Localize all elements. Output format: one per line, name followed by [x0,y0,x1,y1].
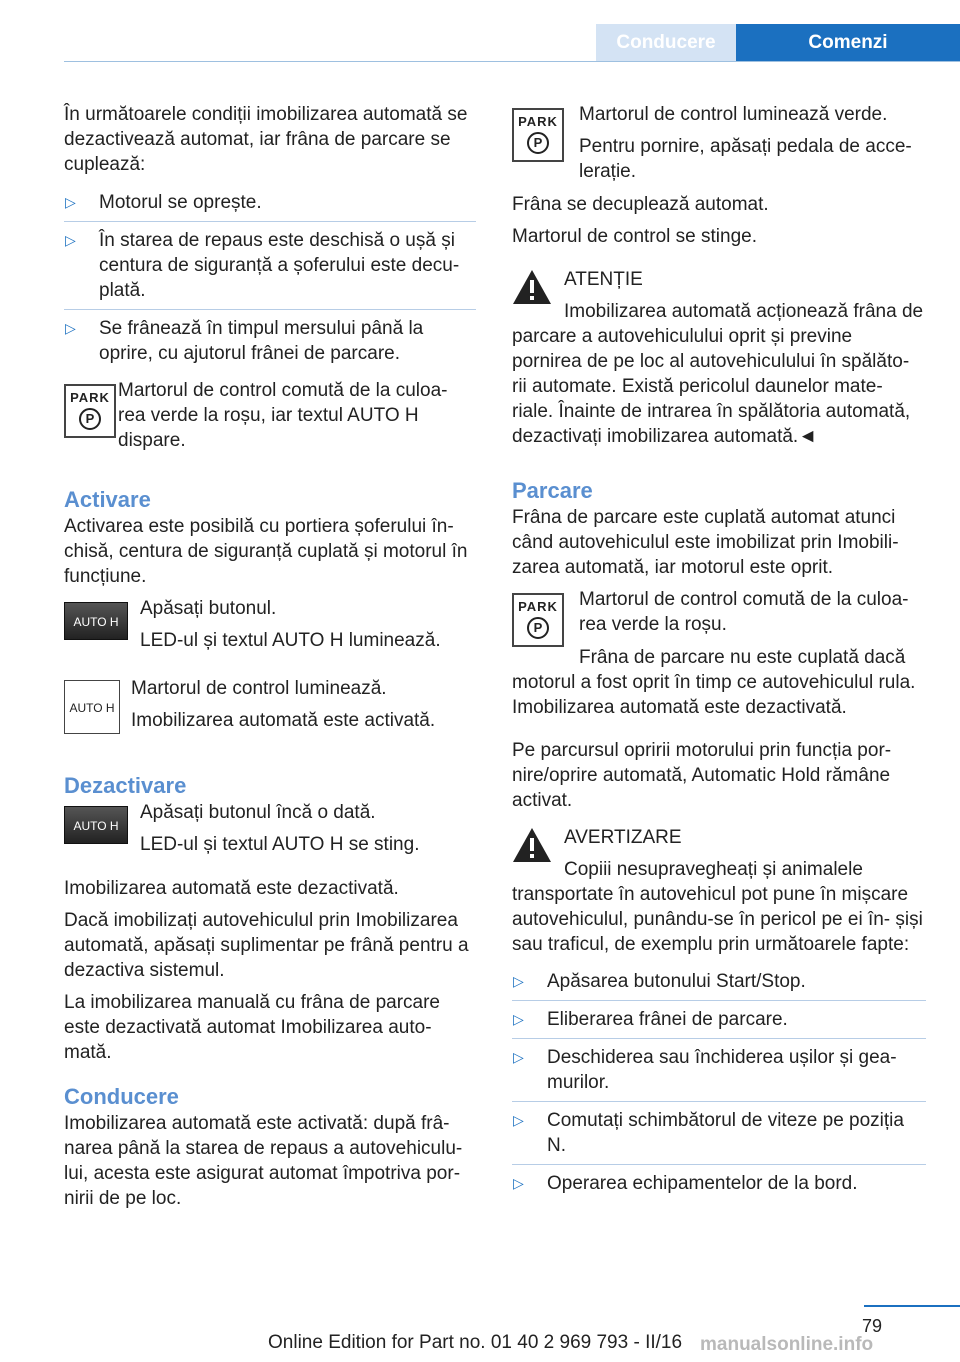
deactivation-conditions-list [64,184,476,372]
section-title-parcare: Parcare [512,478,593,503]
park-note-row [64,378,476,462]
lamp-on-text: Martorul de control luminează. [131,678,387,699]
led-on-text: LED-ul și textul AUTO H luminează. [140,630,441,651]
park-green-text: Martorul de control luminează verde. [579,104,888,125]
parcare-text: Frâna de parcare este cuplată automat atunci când autovehiculul este imobilizat prin Imobili‐ zarea automată, iar motorul este oprit. [512,507,899,578]
park-indicator-icon: PARK P [512,593,564,647]
header-tab-comenzi[interactable]: Comenzi [736,24,960,62]
edition-text: Online Edition for Part no. 01 40 2 969 793 - II/16 [268,1332,683,1353]
attention-title: ATENȚIE [564,269,643,290]
brake-note: Dacă imobilizați autovehiculul prin Imobilizarea automată, apăsați suplimentar pe frână pentru a dezactiva sistemul. [64,910,469,981]
triangle-bullet-icon: ▷ [513,973,524,989]
triangle-bullet-icon: ▷ [513,1175,524,1191]
list-item: ▷ Apăsarea butonului Start/Stop. [513,971,806,992]
park-green-row [512,102,926,184]
park-note: Martorul de control comută de la culoa‐ rea verde la roșu, iar textul AUTO H dispare. [118,380,448,451]
section-title-dezactivare: Dezactivare [64,773,187,798]
footer-divider [864,1305,960,1307]
park-red-text: Martorul de control comută de la culoa‐ rea verde la roșu. [579,589,909,635]
led-off-text: LED-ul și textul AUTO H se sting. [140,834,420,855]
auto-h-indicator-icon: AUTO H [64,680,120,734]
warning-triangle-icon [512,827,552,863]
list-item: ▷ În starea de repaus este deschisă o ușă și centura de siguranță a șoferului este decu‐ plată. [64,221,476,309]
triangle-bullet-icon: ▷ [65,232,76,248]
list-item: ▷ Comutați schimbătorul de viteze pe poziția N. [512,1101,926,1164]
park-indicator-icon: PARK P [64,384,116,438]
list-item: ▷ Motorul se oprește. [65,192,262,213]
park-red-row [512,587,926,645]
press-button-text: Apăsați butonul. [140,598,277,619]
warning-text: Copiii nesupravegheați și animalele transportate în autovehicul pot pune în mișcare autovehiculul, punându-se în pericol pe ei în‐ șiși sau traficul, de exemplu prin următoarele fapte: [512,859,923,955]
intro-paragraph: În următoarele condiții imobilizarea automată se dezactivează automat, iar frâna de parcare se cuplează: [64,104,468,175]
auto-h-button-icon: AUTO H [64,806,128,844]
activated-text: Imobilizarea automată este activată. [131,710,436,731]
press-again-row [64,800,476,870]
autohold-note: Pe parcursul opririi motorului prin funcția por‐ nire/oprire automată, Automatic Hold rămâne activat. [512,740,892,811]
park-indicator-icon: PARK P [512,108,564,162]
header-tab-conducere[interactable]: Conducere [596,24,736,62]
list-item: ▷ Se frânează în timpul mersului până la oprire, cu ajutorul frânei de parcare. [64,309,476,372]
triangle-bullet-icon: ▷ [513,1011,524,1027]
list-item: ▷ Deschiderea sau închiderea ușilor și gea‐ murilor. [512,1038,926,1101]
section-title-activare: Activare [64,487,151,512]
list-item: ▷ Operarea echipamentelor de la bord. [512,1164,926,1202]
triangle-bullet-icon: ▷ [65,320,76,336]
watermark: manualsonline.info [700,1334,874,1355]
warning-examples-list [512,963,926,1202]
page-number: 79 [862,1316,883,1336]
not-applied-text: Frâna de parcare nu este cuplată dacă motorul a fost oprit în timp ce autovehiculul rula. Imobilizarea automată este dezactivată. [512,647,916,718]
lamp-off-text: Martorul de control se stinge. [512,226,758,247]
press-button-row [64,596,476,668]
attention-block [512,267,926,449]
press-again-text: Apăsați butonul încă o dată. [140,802,376,823]
right-column [512,102,926,1202]
conducere-text: Imobilizarea automată este activată: după frâ‐ narea până la starea de repaus a autovehiculu‐ lui, acesta este asigurat automat împotriva por‐ nirii de pe loc. [64,1113,463,1209]
manual-note: La imobilizarea manuală cu frâna de parcare este dezactivată automat Imobilizarea auto‐ mată. [64,992,440,1063]
start-note: Pentru pornire, apăsați pedala de acce‐ lerație. [579,136,912,182]
warning-triangle-icon [512,269,552,305]
warning-block [512,825,926,957]
brake-release-text: Frâna se decuplează automat. [512,194,769,215]
lamp-on-row [64,676,476,752]
warning-title: AVERTIZARE [564,827,682,848]
triangle-bullet-icon: ▷ [65,194,76,210]
activare-text: Activarea este posibilă cu portiera șoferului în‐ chisă, centura de siguranță cuplată și motorul în funcțiune. [64,516,468,587]
auto-h-button-icon: AUTO H [64,602,128,640]
header-divider [64,61,960,62]
section-title-conducere: Conducere [64,1084,179,1109]
list-item: ▷ Eliberarea frânei de parcare. [512,1000,926,1038]
attention-text: Imobilizarea automată acționează frâna de parcare a autovehiculului oprit și previne pornirea de pe loc al autovehiculului în spălăto‐ rii automate. Există pericolul daunelor mate‐ riale. Înainte de intrarea în spălătoria automată, dezactivați imobilizarea automată.◄ [512,301,924,447]
left-column [64,102,476,1218]
triangle-bullet-icon: ▷ [513,1112,524,1128]
triangle-bullet-icon: ▷ [513,1049,524,1065]
deactivated-text: Imobilizarea automată este dezactivată. [64,878,399,899]
